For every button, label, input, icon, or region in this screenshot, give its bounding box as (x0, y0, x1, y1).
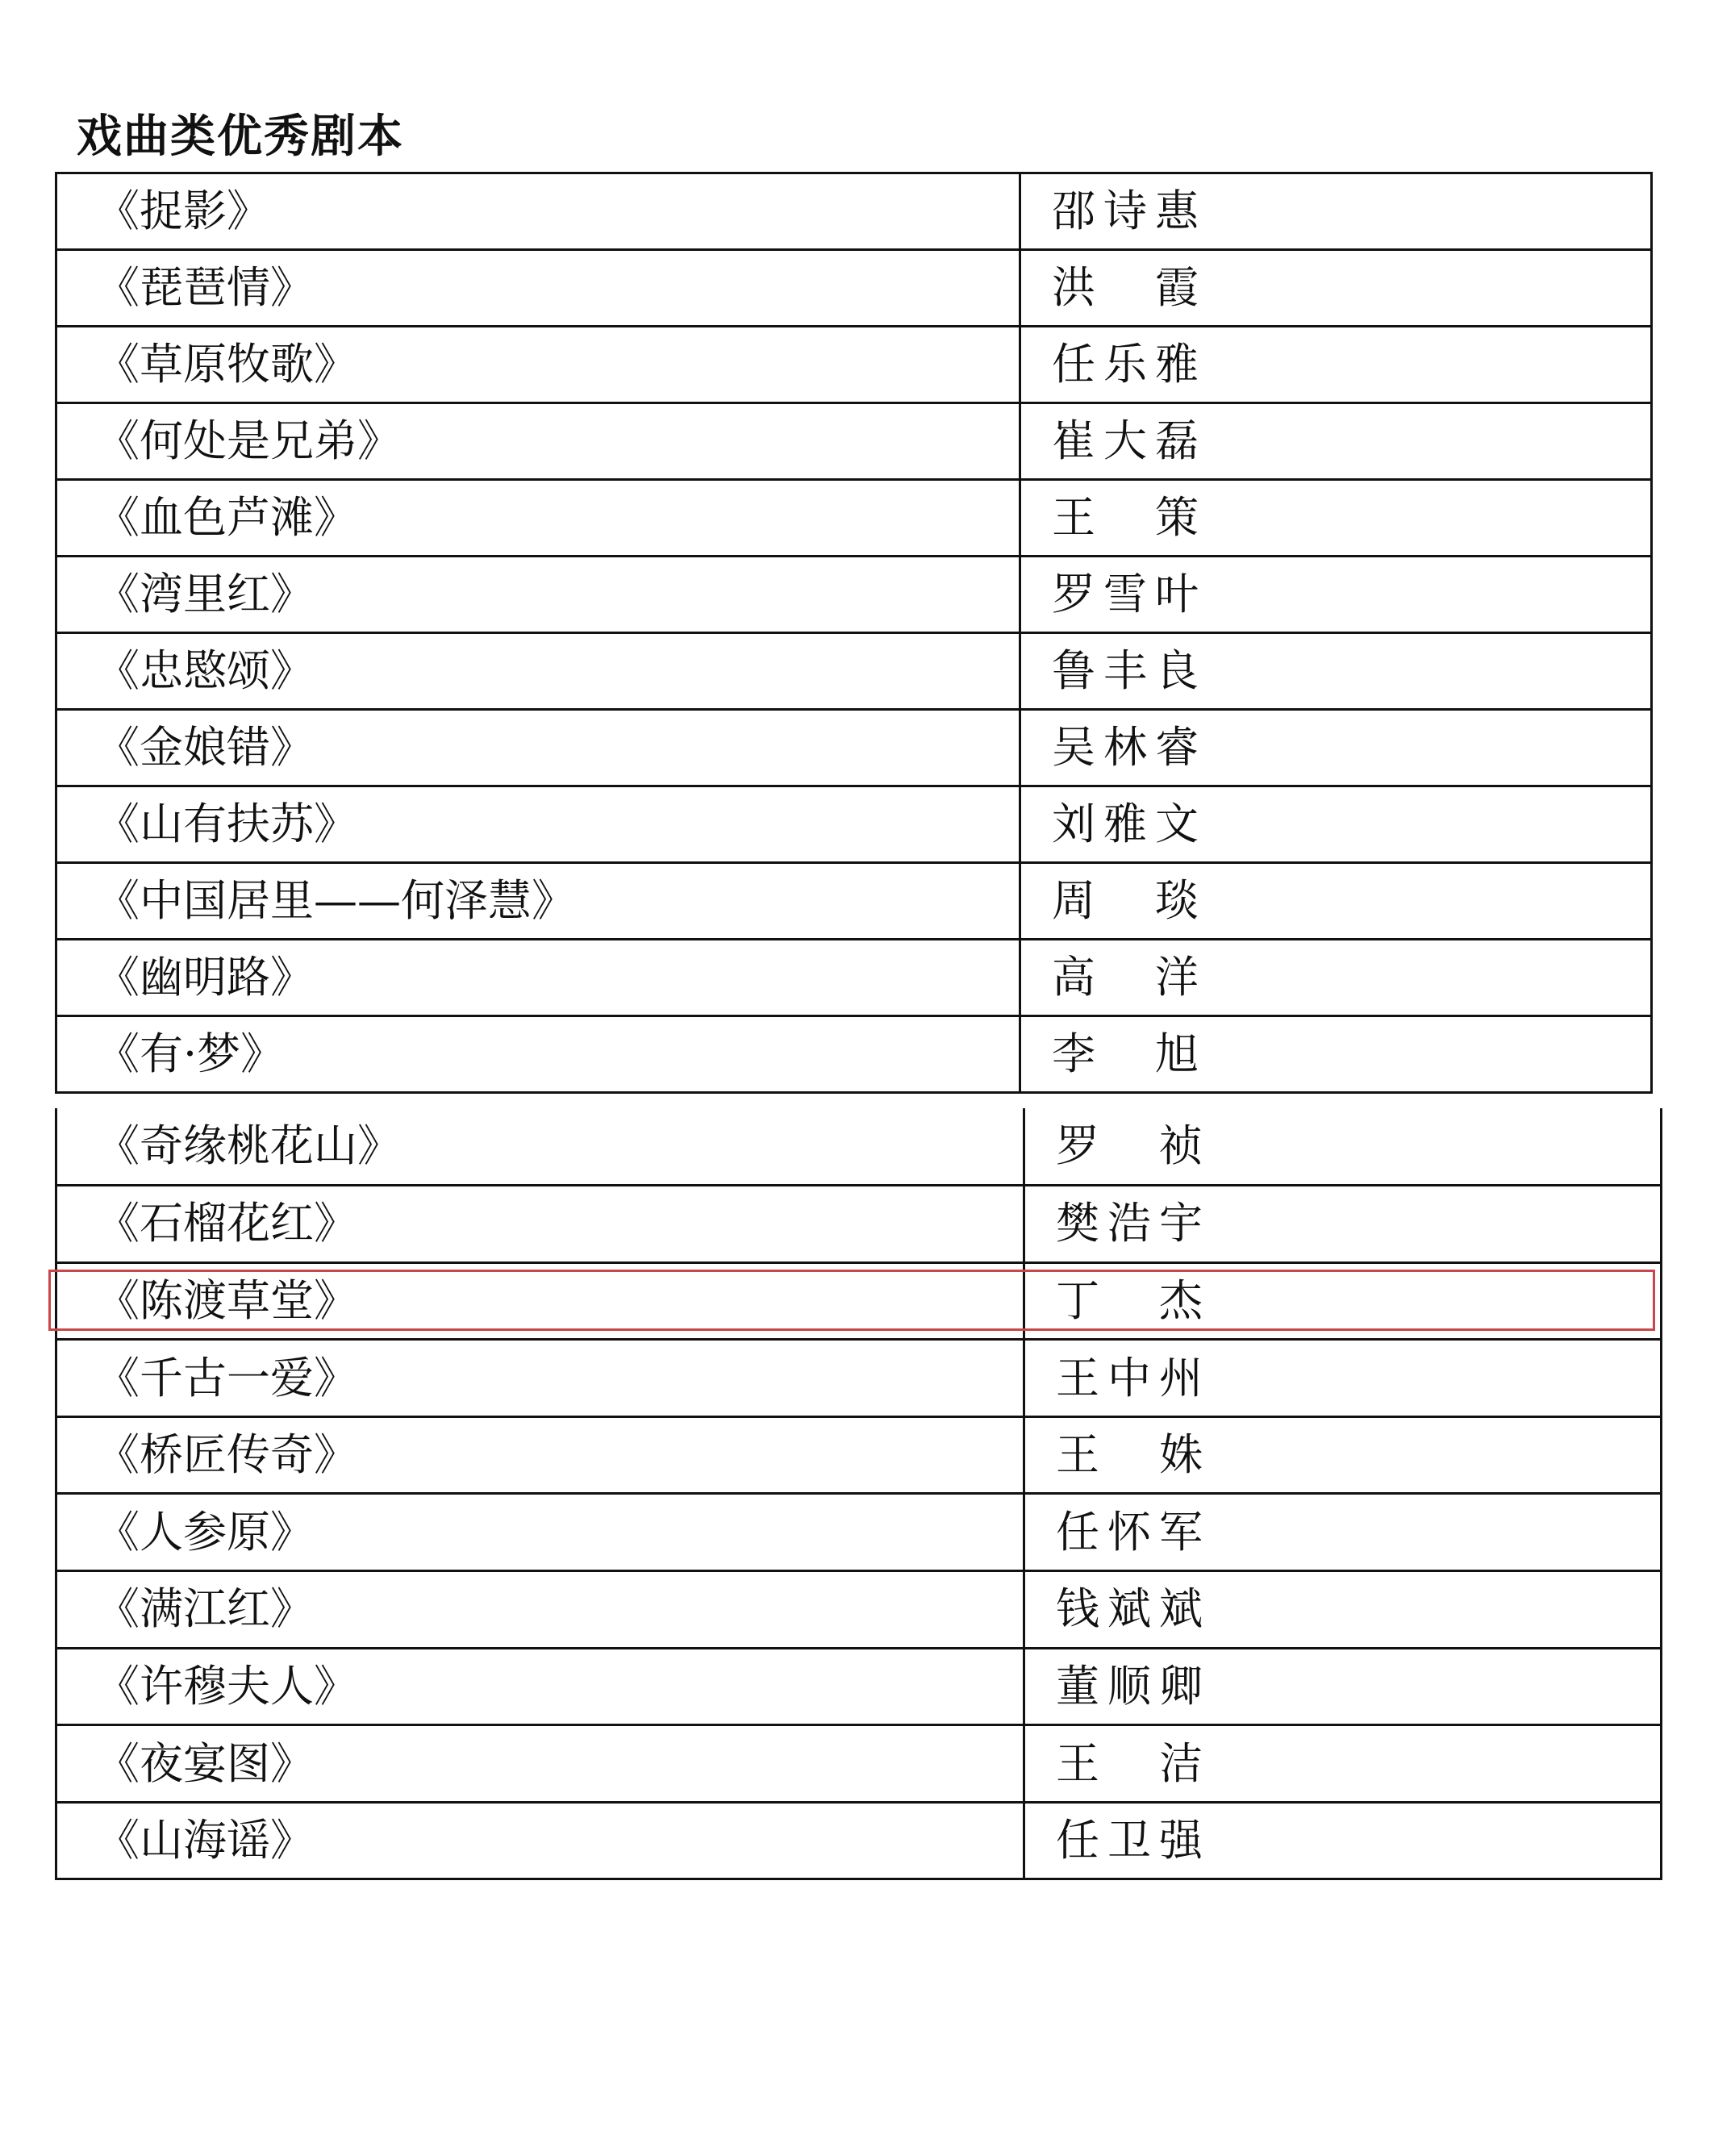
play-title-cell: 《草原牧歌》 (56, 327, 1020, 403)
table-row (56, 327, 1652, 403)
author-cell: 王 策 (1020, 480, 1652, 557)
table-row (56, 1416, 1662, 1494)
author-cell: 王中州 (1024, 1340, 1662, 1417)
play-title-cell: 《人参原》 (56, 1494, 1024, 1571)
table-row (56, 173, 1652, 250)
table-row (56, 1494, 1662, 1571)
page-title: 戏曲类优秀剧本 (77, 111, 404, 163)
author-cell: 邵诗惠 (1020, 173, 1652, 250)
author-cell: 任怀军 (1024, 1494, 1662, 1571)
table-row (56, 1648, 1662, 1725)
table-row (56, 250, 1652, 327)
table-row (56, 480, 1652, 557)
play-title-cell: 《血色芦滩》 (56, 480, 1020, 557)
award-table-part-2 (55, 1108, 1662, 1880)
table-row (56, 940, 1652, 1016)
author-cell: 洪 霞 (1020, 250, 1652, 327)
table-row (56, 863, 1652, 940)
table-row (56, 786, 1652, 863)
play-title-cell: 《金娘错》 (56, 710, 1020, 786)
table-row (56, 1571, 1662, 1649)
play-title-cell: 《何处是兄弟》 (56, 403, 1020, 480)
table-row (56, 403, 1652, 480)
author-cell: 刘雅文 (1020, 786, 1652, 863)
table-row (56, 1725, 1662, 1803)
play-title-cell: 《山有扶苏》 (56, 786, 1020, 863)
author-cell: 樊浩宇 (1024, 1186, 1662, 1263)
award-table-part-1 (55, 172, 1653, 1094)
author-cell: 王 洁 (1024, 1725, 1662, 1803)
author-cell: 任乐雅 (1020, 327, 1652, 403)
author-cell: 罗 祯 (1024, 1108, 1662, 1186)
play-title-cell: 《山海谣》 (56, 1802, 1024, 1879)
author-cell: 钱斌斌 (1024, 1571, 1662, 1649)
author-cell: 罗雪叶 (1020, 557, 1652, 633)
play-title-cell: 《幽明路》 (56, 940, 1020, 1016)
play-title-cell: 《许穆夫人》 (56, 1648, 1024, 1725)
play-title-cell: 《捉影》 (56, 173, 1020, 250)
play-title-cell: 《桥匠传奇》 (56, 1416, 1024, 1494)
table-row (56, 1186, 1662, 1263)
author-cell: 王 姝 (1024, 1416, 1662, 1494)
table-row (56, 710, 1652, 786)
play-title-cell: 《忠愍颂》 (56, 633, 1020, 710)
play-title-cell: 《石榴花红》 (56, 1186, 1024, 1263)
author-cell: 鲁丰良 (1020, 633, 1652, 710)
table-row (56, 1262, 1662, 1340)
table-row (56, 633, 1652, 710)
play-title-cell: 《琵琶情》 (56, 250, 1020, 327)
table-row (56, 1016, 1652, 1093)
author-cell: 董顺卿 (1024, 1648, 1662, 1725)
play-title-cell: 《满江红》 (56, 1571, 1024, 1649)
play-title-cell: 《有·梦》 (56, 1016, 1020, 1093)
play-title-cell: 《中国居里——何泽慧》 (56, 863, 1020, 940)
play-title-cell: 《陈渡草堂》 (56, 1262, 1024, 1340)
author-cell: 周 琰 (1020, 863, 1652, 940)
play-title-cell: 《奇缘桃花山》 (56, 1108, 1024, 1186)
table-row (56, 1340, 1662, 1417)
play-title-cell: 《湾里红》 (56, 557, 1020, 633)
table-row (56, 1108, 1662, 1186)
author-cell: 丁 杰 (1024, 1262, 1662, 1340)
play-title-cell: 《千古一爱》 (56, 1340, 1024, 1417)
author-cell: 高 洋 (1020, 940, 1652, 1016)
play-title-cell: 《夜宴图》 (56, 1725, 1024, 1803)
author-cell: 李 旭 (1020, 1016, 1652, 1093)
table-row (56, 1802, 1662, 1879)
author-cell: 崔大磊 (1020, 403, 1652, 480)
table-row (56, 557, 1652, 633)
author-cell: 吴林睿 (1020, 710, 1652, 786)
author-cell: 任卫强 (1024, 1802, 1662, 1879)
